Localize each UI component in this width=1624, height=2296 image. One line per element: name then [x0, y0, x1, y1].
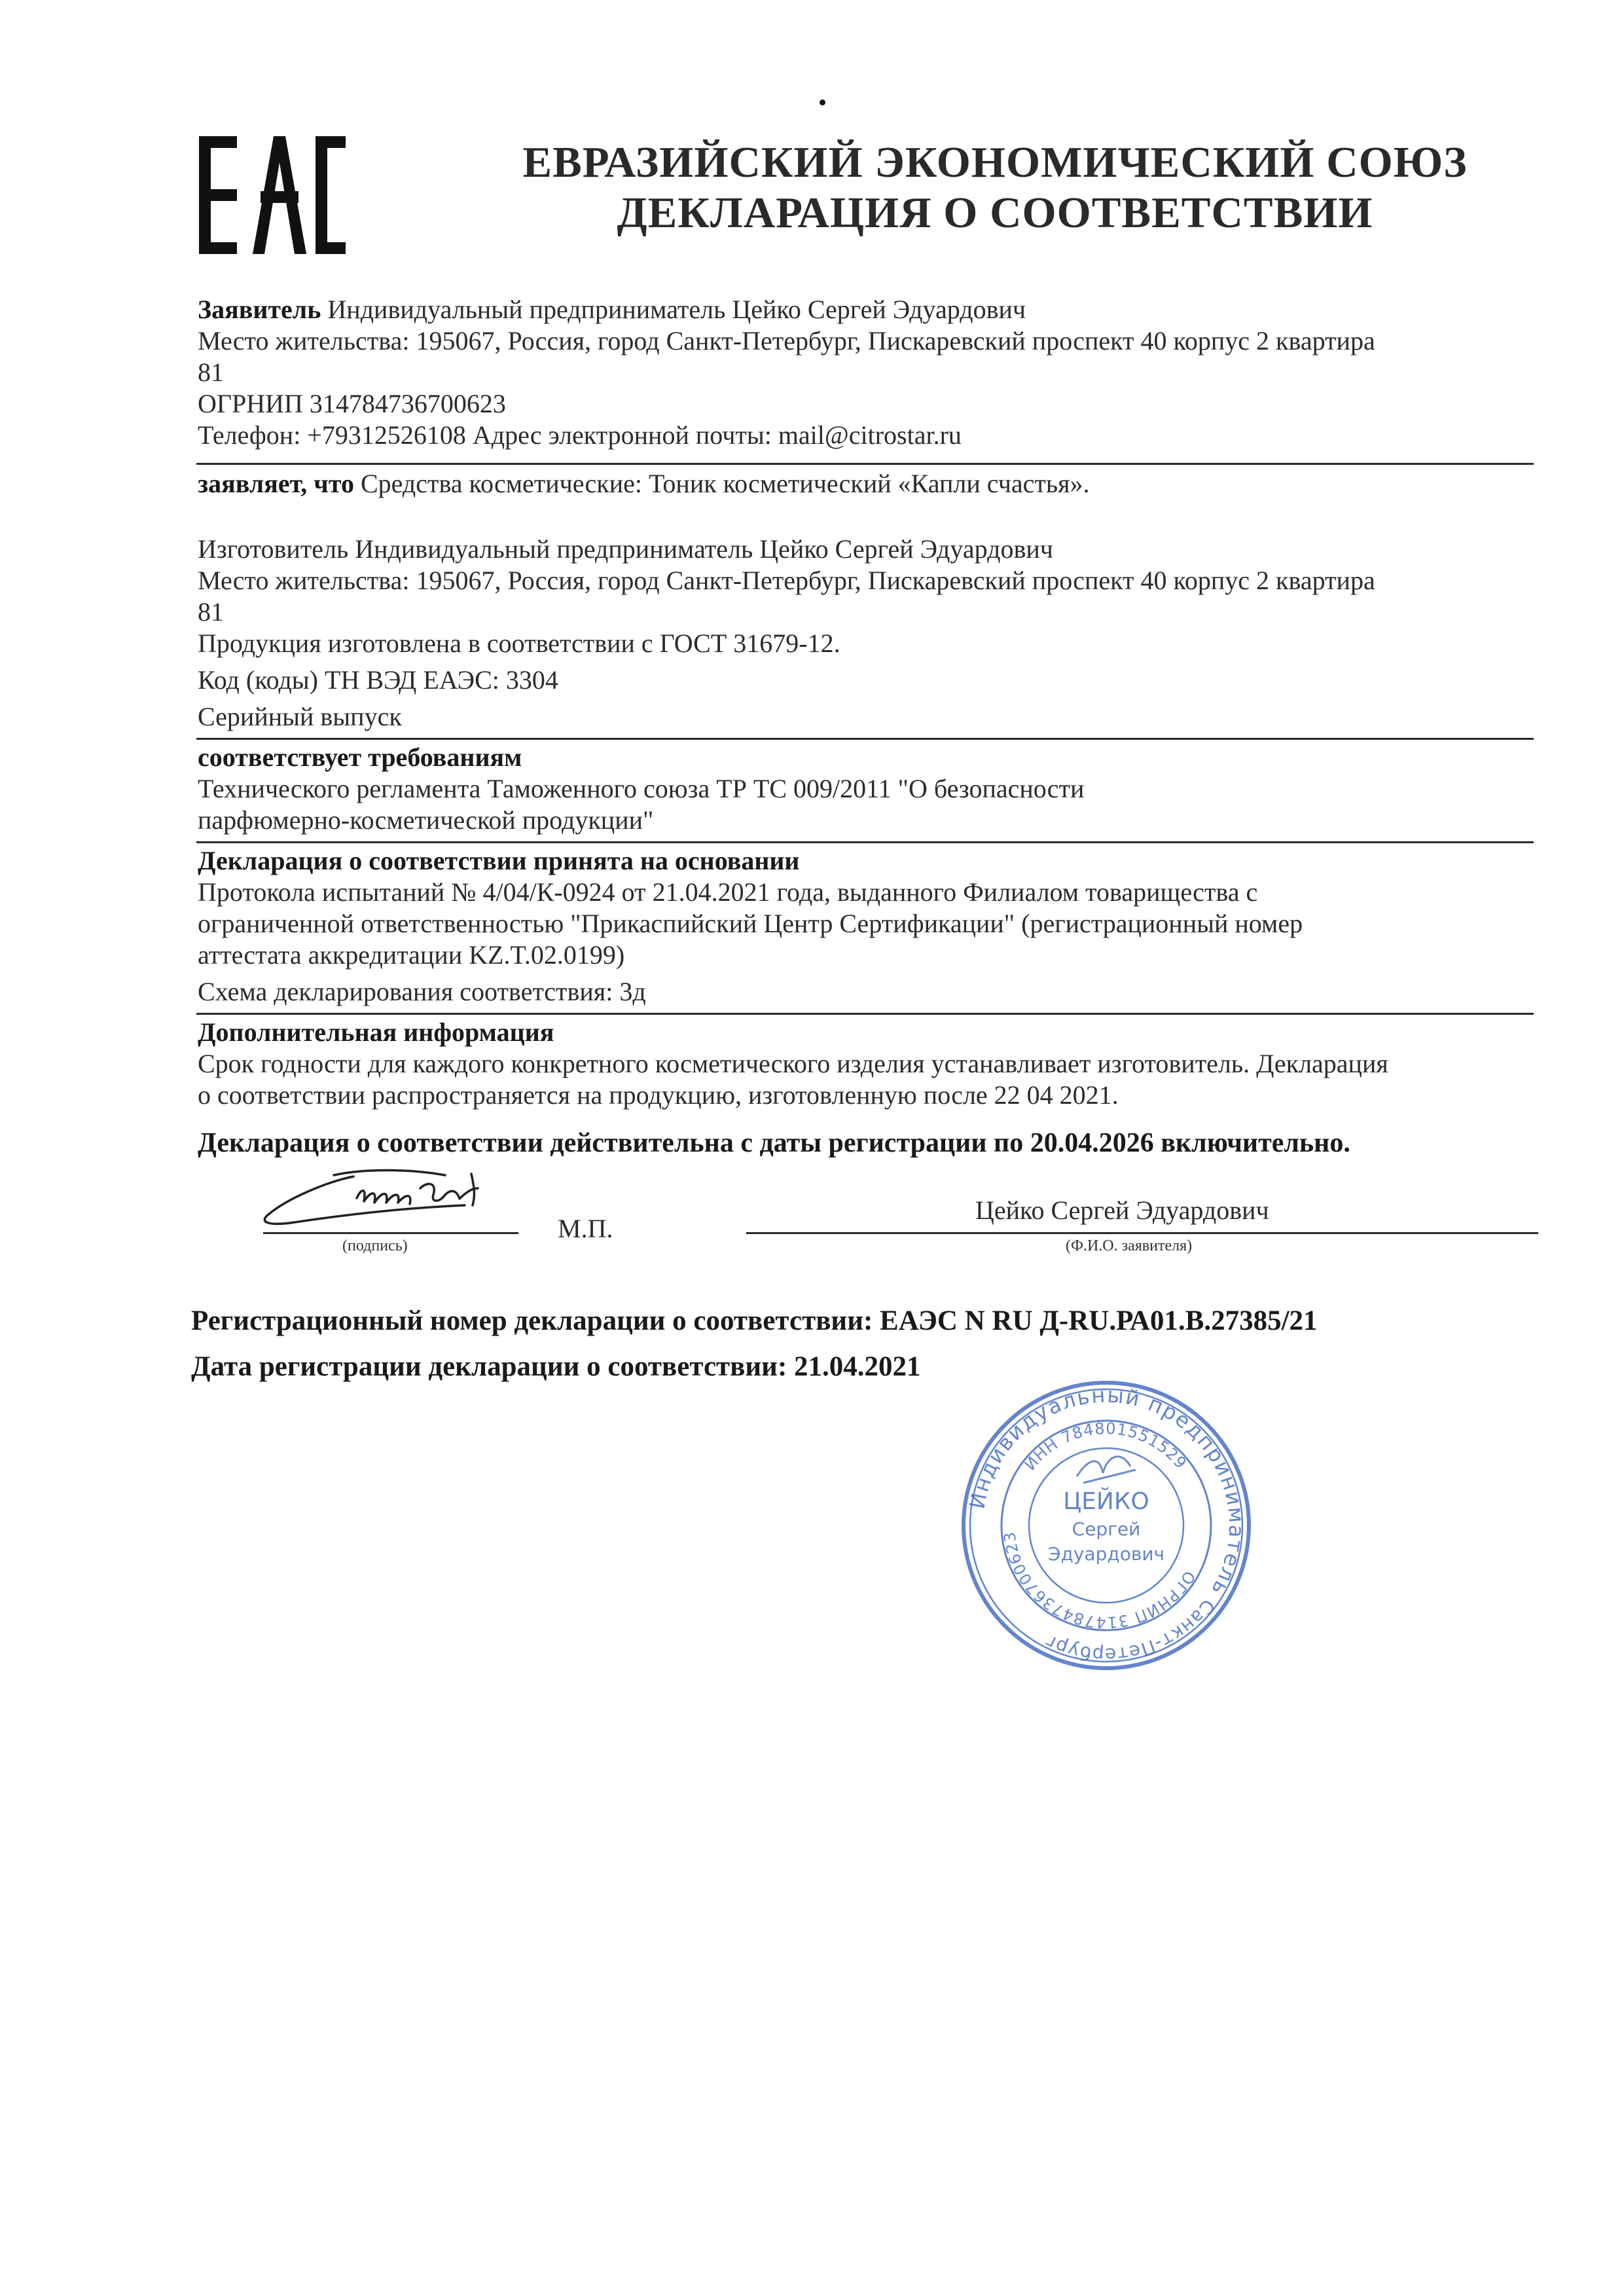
declaration-title: ДЕКЛАРАЦИЯ О СООТВЕТСТВИИ — [617, 189, 1373, 237]
ink-dot — [820, 100, 825, 105]
manufacturer-line: Изготовитель Индивидуальный предприниматель Цейко Сергей Эдуардович — [198, 534, 1053, 564]
conforms-line-2: парфюмерно-косметической продукции" — [198, 805, 654, 835]
basis-line-2: ограниченной ответственностью "Прикаспийский Центр Сертификации" (регистрационный номер — [198, 909, 1303, 938]
applicant-name: Индивидуальный предприниматель Цейко Сергей Эдуардович — [321, 295, 1026, 324]
tn-ved-code: Код (коды) ТН ВЭД ЕАЭС: 3304 — [198, 665, 558, 695]
svg-text:Эдуардович: Эдуардович — [1047, 1543, 1165, 1565]
applicant-line — [198, 294, 1026, 325]
applicant-label: Заявитель — [198, 295, 321, 324]
applicant-contacts: Телефон: +79312526108 Адрес электронной почты: mail@citrostar.ru — [198, 420, 962, 450]
additional-line-1: Срок годности для каждого конкретного косметического изделия устанавливает изготовитель. Декларация — [198, 1049, 1388, 1078]
gost-line: Продукция изготовлена в соответствии с ГОСТ 31679-12. — [198, 629, 840, 658]
manufacturer-address-1: Место жительства: 195067, Россия, город Санкт-Петербург, Пискаревский проспект 40 корпус 2 квартира — [198, 566, 1375, 595]
registration-number: Регистрационный номер декларации о соответствии: ЕАЭС N RU Д-RU.РА01.В.27385/21 — [191, 1305, 1318, 1336]
applicant-address-1: Место жительства: 195067, Россия, город Санкт-Петербург, Пискаревский проспект 40 корпус 2 квартира — [198, 326, 1375, 355]
additional-title: Дополнительная информация — [198, 1017, 554, 1047]
declaration-scheme: Схема декларирования соответствия: 3д — [198, 977, 646, 1006]
section-divider — [196, 463, 1534, 465]
svg-text:ИНН 784801551529: ИНН 784801551529 — [1020, 1419, 1191, 1474]
union-title: ЕВРАЗИЙСКИЙ ЭКОНОМИЧЕСКИЙ СОЮЗ — [522, 138, 1468, 187]
handwritten-signature — [249, 1162, 556, 1234]
serial-release: Серийный выпуск — [198, 702, 402, 731]
svg-text:Индивидуальный предприниматель: Индивидуальный предприниматель — [964, 1382, 1250, 1601]
manufacturer-address-2: 81 — [198, 597, 224, 627]
section-divider — [196, 841, 1534, 843]
basis-line-1: Протокола испытаний № 4/04/К-0924 от 21.04.2021 года, выданного Филиалом товарищества с — [198, 877, 1258, 907]
declares-product: Средства косметические: Тоник косметический «Капли счастья». — [353, 469, 1090, 498]
applicant-address-2: 81 — [198, 357, 224, 387]
svg-text:ЦЕЙКО: ЦЕЙКО — [1063, 1488, 1149, 1515]
signature-caption: (подпись) — [342, 1237, 408, 1254]
registration-date: Дата регистрации декларации о соответствии: 21.04.2021 — [191, 1351, 921, 1382]
svg-text:ОГРНИП 314784736700623: ОГРНИП 314784736700623 — [1000, 1530, 1199, 1632]
section-divider — [196, 1013, 1534, 1015]
applicant-ogrnip: ОГРНИП 314784736700623 — [198, 389, 506, 418]
name-caption: (Ф.И.О. заявителя) — [1066, 1237, 1193, 1254]
name-line — [746, 1232, 1538, 1234]
svg-text:Сергей: Сергей — [1072, 1518, 1141, 1540]
declares-line — [198, 468, 1090, 500]
section-divider — [196, 738, 1534, 740]
signature-line — [263, 1232, 518, 1234]
seal-place-label: М.П. — [558, 1214, 613, 1243]
validity-statement: Декларация о соответствии действительна с даты регистрации по 20.04.2026 включительно. — [198, 1128, 1350, 1158]
declares-label: заявляет, что — [198, 469, 354, 498]
signer-name: Цейко Сергей Эдуардович — [975, 1195, 1269, 1225]
svg-text:Санкт-Петербург: Санкт-Петербург — [1041, 1595, 1219, 1666]
conforms-title: соответствует требованиям — [198, 742, 522, 772]
eac-logo — [196, 136, 347, 254]
conforms-line-1: Технического регламента Таможенного союза ТР ТС 009/2011 "О безопасности — [198, 774, 1085, 803]
company-seal-stamp — [959, 1378, 1254, 1673]
additional-line-2: о соответствии распространяется на продукцию, изготовленную после 22 04 2021. — [198, 1080, 1119, 1110]
basis-line-3: аттестата аккредитации KZ.T.02.0199) — [198, 940, 625, 970]
basis-title: Декларация о соответствии принята на основании — [198, 846, 800, 875]
